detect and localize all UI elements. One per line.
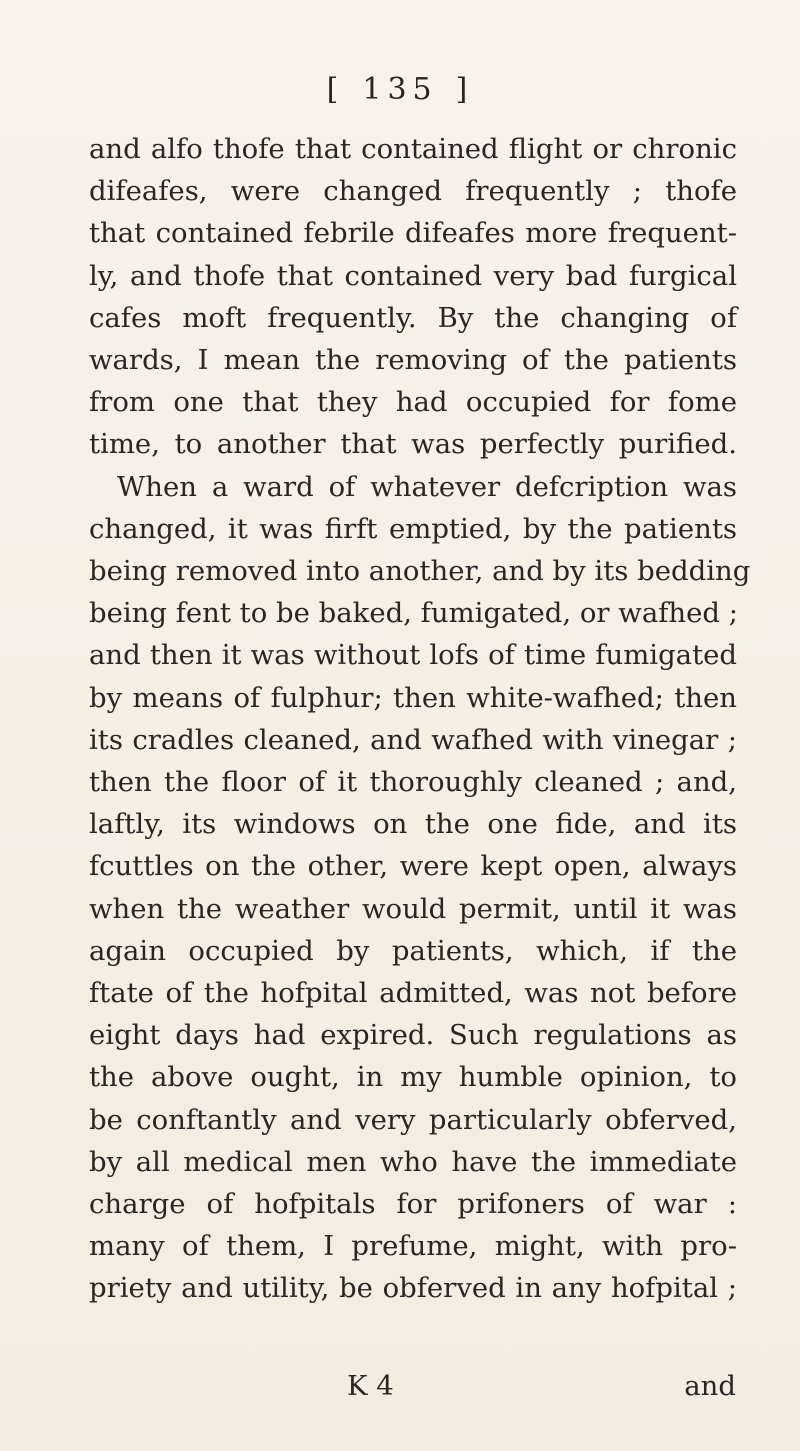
text-line: ftate of the hofpital admitted, was not before — [89, 977, 737, 1010]
header-close-bracket: ] — [455, 72, 474, 107]
text-line: and alfo thofe that contained flight or chronic — [89, 133, 737, 165]
text-line: changed, it was firft emptied, by the patients — [89, 512, 737, 545]
text-line: difeafes, were changed frequently ; thofe — [89, 175, 737, 208]
text-line: its cradles cleaned, and wafhed with vinegar ; — [89, 723, 737, 756]
text-line: priety and utility, be obferved in any hofpital ; — [89, 1272, 737, 1305]
text-line: by all medical men who have the immediate — [89, 1145, 737, 1178]
text-line: and then it was without lofs of time fumigated — [89, 639, 737, 672]
header-open-bracket: [ — [326, 72, 345, 107]
text-line: by means of fulphur; then white-wafhed; then — [89, 681, 737, 714]
text-line: many of them, I prefume, might, with pro- — [89, 1230, 737, 1263]
page-number: 135 — [362, 72, 438, 107]
text-line: cafes moft frequently. By the changing of — [89, 301, 737, 334]
text-line: again occupied by patients, which, if the — [89, 934, 737, 967]
text-line: fcuttles on the other, were kept open, always — [89, 850, 737, 883]
text-line: eight days had expired. Such regulations as — [89, 1019, 737, 1052]
text-line: then the floor of it thoroughly cleaned ; and, — [89, 766, 737, 799]
text-line: the above ought, in my humble opinion, to — [89, 1061, 737, 1094]
text-line: wards, I mean the removing of the patients — [89, 344, 737, 377]
page-footer — [0, 1370, 800, 1410]
text-line: time, to another that was perfectly purified. — [89, 428, 737, 461]
text-line: ly, and thofe that contained very bad furgical — [89, 259, 737, 292]
catchword: and — [684, 1370, 736, 1402]
body-text — [89, 128, 751, 1310]
text-line: being fent to be baked, fumigated, or wafhed ; — [89, 597, 739, 630]
text-line: that contained febrile difeafes more frequent- — [89, 217, 737, 250]
page-header — [0, 72, 800, 107]
text-line: be conftantly and very particularly obferved, — [89, 1103, 737, 1136]
signature-mark: K 4 — [347, 1370, 394, 1402]
text-line: from one that they had occupied for fome — [89, 386, 737, 419]
text-line: when the weather would permit, until it was — [89, 892, 737, 925]
text-line: charge of hofpitals for prifoners of war : — [89, 1188, 737, 1221]
text-line: being removed into another, and by its bedding — [89, 555, 751, 588]
text-line: laftly, its windows on the one fide, and its — [89, 808, 737, 841]
paragraph-start-line: When a ward of whatever defcription was — [117, 470, 737, 503]
